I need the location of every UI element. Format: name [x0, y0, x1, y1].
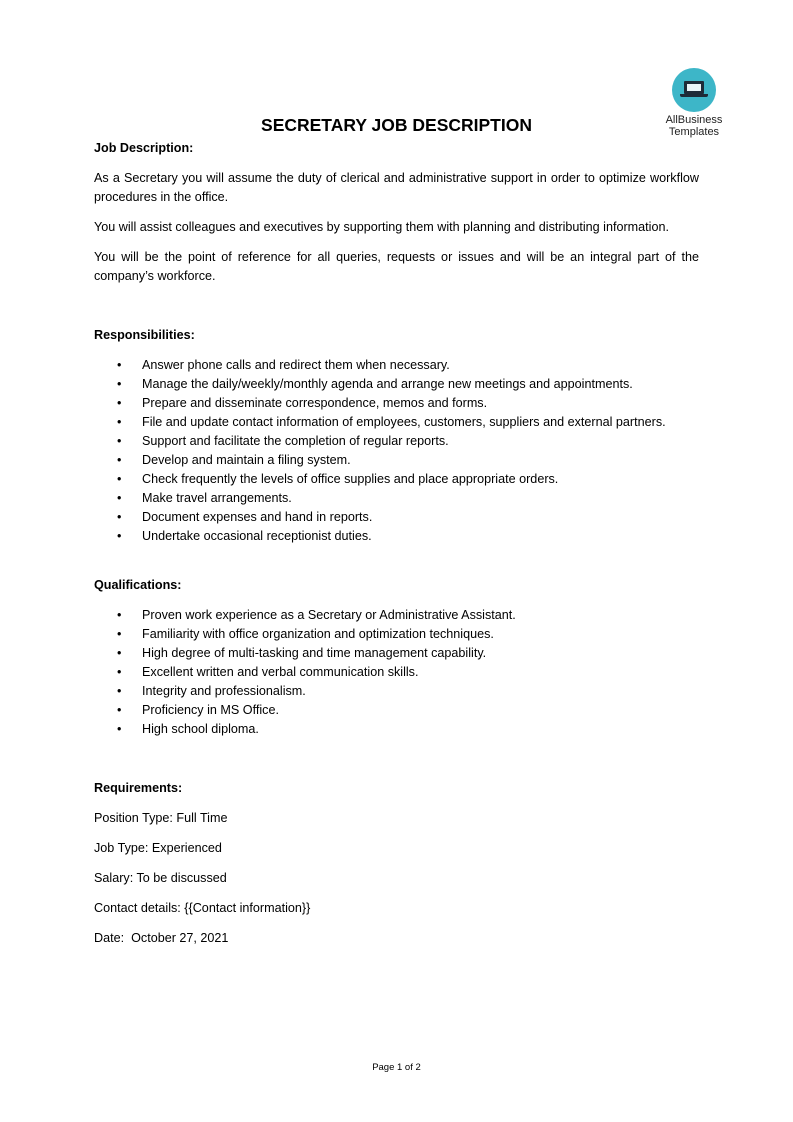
list-item [94, 394, 699, 413]
requirement-line: Job Type: Experienced [94, 841, 222, 855]
requirement-line: Date: October 27, 2021 [94, 931, 229, 945]
logo-line-1: AllBusiness [665, 114, 723, 126]
document-body [94, 139, 699, 948]
list-item [94, 606, 699, 625]
job-description-heading: Job Description: [94, 141, 194, 155]
bullet-icon: • [117, 608, 122, 622]
list-item-text: Prepare and disseminate correspondence, memos and forms. [142, 396, 488, 410]
list-item [94, 625, 699, 644]
bullet-icon: • [117, 396, 122, 410]
responsibilities-list [94, 356, 699, 546]
page-title: SECRETARY JOB DESCRIPTION [261, 115, 532, 135]
list-item-text: Undertake occasional receptionist duties. [142, 529, 372, 543]
list-item [94, 470, 699, 489]
list-item [94, 489, 699, 508]
bullet-icon: • [117, 703, 122, 717]
list-item-text: Document expenses and hand in reports. [142, 510, 373, 524]
list-item-text: Answer phone calls and redirect them when necessary. [142, 358, 450, 372]
qualifications-heading: Qualifications: [94, 578, 182, 592]
list-item-text: Check frequently the levels of office supplies and place appropriate orders. [142, 472, 559, 486]
list-item [94, 682, 699, 701]
list-item-text: File and update contact information of employees, customers, suppliers and external partners. [142, 415, 666, 429]
list-item-text: Develop and maintain a filing system. [142, 453, 351, 467]
bullet-icon: • [117, 358, 122, 372]
list-item-text: Proficiency in MS Office. [142, 703, 279, 717]
list-item [94, 701, 699, 720]
list-item [94, 663, 699, 682]
bullet-icon: • [117, 434, 122, 448]
requirements-heading: Requirements: [94, 781, 183, 795]
bullet-icon: • [117, 491, 122, 505]
list-item [94, 432, 699, 451]
responsibilities-heading: Responsibilities: [94, 328, 195, 342]
bullet-icon: • [117, 377, 122, 391]
requirement-line: Salary: To be discussed [94, 871, 227, 885]
list-item-text: Manage the daily/weekly/monthly agenda and arrange new meetings and appointments. [142, 377, 633, 391]
requirement-line: Position Type: Full Time [94, 811, 228, 825]
bullet-icon: • [117, 453, 122, 467]
requirement-line: Contact details: {{Contact information}} [94, 901, 311, 915]
bullet-icon: • [117, 510, 122, 524]
bullet-icon: • [117, 415, 122, 429]
list-item [94, 413, 699, 432]
list-item [94, 508, 699, 527]
job-description-paragraph: You will assist colleagues and executives by supporting them with planning and distributing information. [94, 220, 669, 234]
page-number: Page 1 of 2 [372, 1062, 421, 1073]
list-item-text: Excellent written and verbal communication skills. [142, 665, 419, 679]
list-item-text: High school diploma. [142, 722, 259, 736]
job-description-paragraph: You will be the point of reference for all queries, requests or issues and will be an integral part of the company’s workforce. [94, 250, 699, 283]
list-item-text: Support and facilitate the completion of regular reports. [142, 434, 449, 448]
list-item-text: Familiarity with office organization and optimization techniques. [142, 627, 494, 641]
bullet-icon: • [117, 646, 122, 660]
bullet-icon: • [117, 627, 122, 641]
list-item [94, 527, 699, 546]
bullet-icon: • [117, 665, 122, 679]
list-item [94, 644, 699, 663]
bullet-icon: • [117, 472, 122, 486]
qualifications-list [94, 606, 699, 739]
bullet-icon: • [117, 722, 122, 736]
list-item [94, 720, 699, 739]
laptop-icon [672, 68, 716, 112]
bullet-icon: • [117, 529, 122, 543]
logo-line-2: Templates [668, 126, 720, 138]
list-item-text: Make travel arrangements. [142, 491, 292, 505]
bullet-icon: • [117, 684, 122, 698]
list-item [94, 375, 699, 394]
list-item-text: Integrity and professionalism. [142, 684, 306, 698]
job-description-paragraph: As a Secretary you will assume the duty of clerical and administrative support in order to optimize workflow procedures in the office. [94, 171, 699, 204]
list-item [94, 356, 699, 375]
list-item [94, 451, 699, 470]
list-item-text: High degree of multi-tasking and time management capability. [142, 646, 487, 660]
list-item-text: Proven work experience as a Secretary or Administrative Assistant. [142, 608, 516, 622]
